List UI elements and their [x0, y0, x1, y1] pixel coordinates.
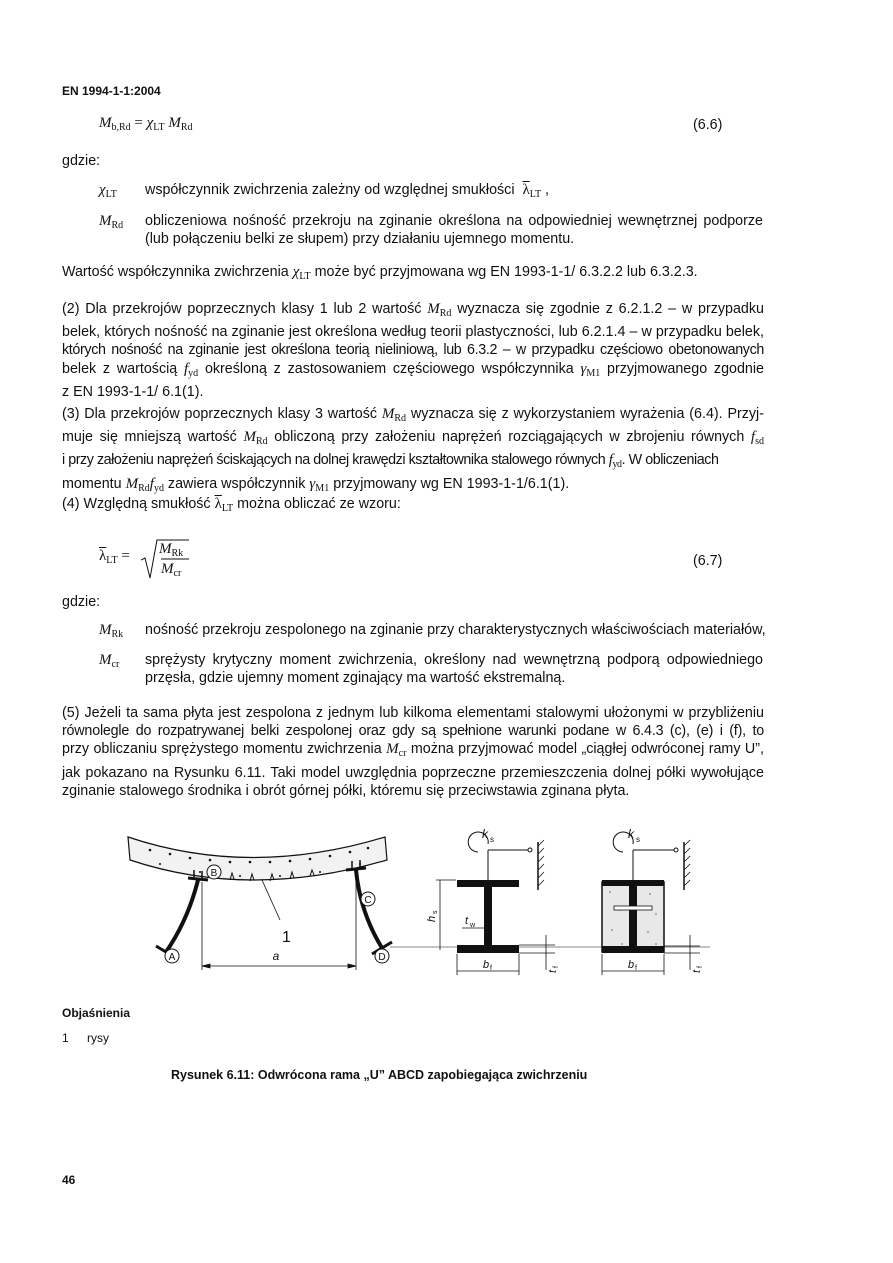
symbol-m-rd: $M_{Rd}$ — [99, 213, 124, 231]
definition-m-rk: nośność przekroju zespolonego na zginanie przy charakterystycznych właściwościach materiałów, — [145, 622, 766, 638]
svg-text:A: A — [168, 952, 176, 963]
figure-caption: Rysunek 6.11: Odwrócona rama „U” ABCD zapobiegająca zwichrzeniu — [171, 1068, 588, 1082]
steel-beam-right — [346, 868, 392, 954]
label-ks-2: k — [628, 827, 634, 841]
label-B — [207, 865, 221, 879]
paragraph-5: (5) Jeżeli ta sama płyta jest zespolona z jednym lub kilkoma elementami stalowymi ułożonymi w przybliżeniu równolegle do rozpatrywanej belki zespolonej oraz gdy są spełnione warunki podane w 6.4.3 (c), (e) i (f), to przy obliczaniu sprężystego momentu zwichrzenia $M_{cr}$ można przyjmować model „ciągłej odwróconej ramy U”, jak pokazano na Rysunku 6.11. Taki model uwzględnia poprzeczne przemieszczenia dolnej półki wywołujące zginanie stalowego środnika i obrót górnej półki, któremu się przeciwstawia zginana płyta. — [62, 705, 764, 799]
legend-text: rysy — [87, 1031, 109, 1045]
definition-m-cr: sprężysty krytyczny moment zwichrzenia, określony nad wewnętrzną podporą odpowiedniego przęsła, gdzie ujemny moment zginający ma wartość ekstremalną. — [145, 652, 763, 687]
equation-6-7: $\overline{\lambda}_{LT}$ = $M_{Rk}$ $M_{cr}$ — [99, 538, 199, 582]
svg-text:f: f — [635, 965, 637, 972]
equation-6-6-number: (6.6) — [693, 117, 723, 133]
svg-text:f: f — [697, 966, 704, 968]
equation-6-7-number: (6.7) — [693, 553, 723, 569]
svg-text:C: C — [364, 895, 372, 906]
steel-beam-left — [156, 878, 208, 958]
page-number: 46 — [62, 1173, 76, 1187]
label-A — [165, 949, 179, 963]
svg-text:B: B — [210, 868, 218, 879]
i-section-steel — [426, 827, 560, 975]
encased-section — [602, 827, 704, 975]
where-label-2: gdzie: — [62, 594, 101, 610]
label-tf-2: t — [691, 969, 703, 973]
paragraph-chi-value: Wartość współczynnika zwichrzenia $\chi_{LT}$ może być przyjmowana wg EN 1993-1-1/ 6.3.2.2 lub 6.3.2.3. — [62, 264, 698, 282]
svg-text:f: f — [490, 965, 492, 972]
svg-text:w: w — [470, 922, 476, 929]
svg-text:D: D — [378, 952, 386, 963]
label-bf: b — [483, 959, 490, 971]
label-D — [375, 949, 389, 963]
label-hs: h — [426, 915, 438, 922]
label-C — [361, 892, 375, 906]
equation-6-6: $M_{b,Rd} = \chi_{LT}$ $M_{Rd}$ — [99, 115, 193, 133]
paragraph-4: (4) Względną smukłość $\overline{\lambda}_{LT}$ można obliczać ze wzoru: — [62, 496, 401, 514]
dimension-a — [202, 872, 356, 970]
svg-text:s: s — [490, 835, 494, 844]
label-tw: t — [465, 915, 469, 927]
label-ks: k — [482, 827, 488, 841]
definition-m-rd: obliczeniowa nośność przekroju na zginanie określona na odpowiedniej wewnętrznej podporze (lub połączeniu belki ze słupem) przy działaniu ujemnego momentu. — [145, 213, 763, 248]
symbol-m-cr: $M_{cr}$ — [99, 652, 120, 670]
legend-number: 1 — [62, 1031, 69, 1045]
symbol-m-rk: $M_{Rk}$ — [99, 622, 124, 640]
label-bf-2: b — [628, 959, 635, 971]
svg-text:a: a — [272, 949, 280, 963]
paragraph-3: (3) Dla przekrojów poprzecznych klasy 3 wartość $M_{Rd}$ wyznacza się z wykorzystaniem wyrażenia (6.4). Przyj- muje się mniejszą wartość $M_{Rd}$ obliczoną przy założeniu naprężeń rozciągających w zbrojeniu równych $f_{sd}$ i przy założeniu naprężeń ściskających na dolnej krawędzi kształtownika stalowego równych $f_{yd}$. W obliczeniach momentu $M_{Rd}f_{yd}$ zawiera współczynnik $\gamma_{M1}$ przyjmowany wg EN 1993-1-1/6.1(1). — [62, 406, 764, 494]
svg-text:s: s — [636, 835, 640, 844]
legend-title: Objaśnienia — [62, 1006, 131, 1020]
document-header: EN 1994-1-1:2004 — [62, 84, 161, 98]
concrete-slab — [128, 837, 387, 881]
svg-text:s: s — [432, 910, 439, 914]
label-crack: 1 — [282, 929, 291, 946]
figure-inverted-u-frame — [110, 820, 710, 992]
where-label-1: gdzie: — [62, 153, 101, 169]
symbol-chi-lt: $\chi_{LT}$ — [99, 182, 117, 200]
svg-text:f: f — [553, 966, 560, 968]
definition-chi-lt: współczynnik zwichrzenia zależny od względnej smukłości $\overline{\lambda}_{LT}$ , — [145, 182, 550, 200]
label-tf-1: t — [547, 969, 559, 973]
paragraph-2: (2) Dla przekrojów poprzecznych klasy 1 lub 2 wartość $M_{Rd}$ wyznacza się zgodnie z 6.2.1.2 – w przypadku belek, których nośność na zginanie jest określona według teorii plastyczności, lub 6.2.1.4 – w przypadku belek, których nośność na zginanie jest określona teorią nieliniową, lub 6.3.2 – w przypadku częściowo obetonowanych belek z wartością $f_{yd}$ określoną z zastosowaniem częściowego współczynnika $\gamma_{M1}$ przyjmowanego zgodnie z EN 1993-1-1/ 6.1(1). — [62, 301, 764, 400]
